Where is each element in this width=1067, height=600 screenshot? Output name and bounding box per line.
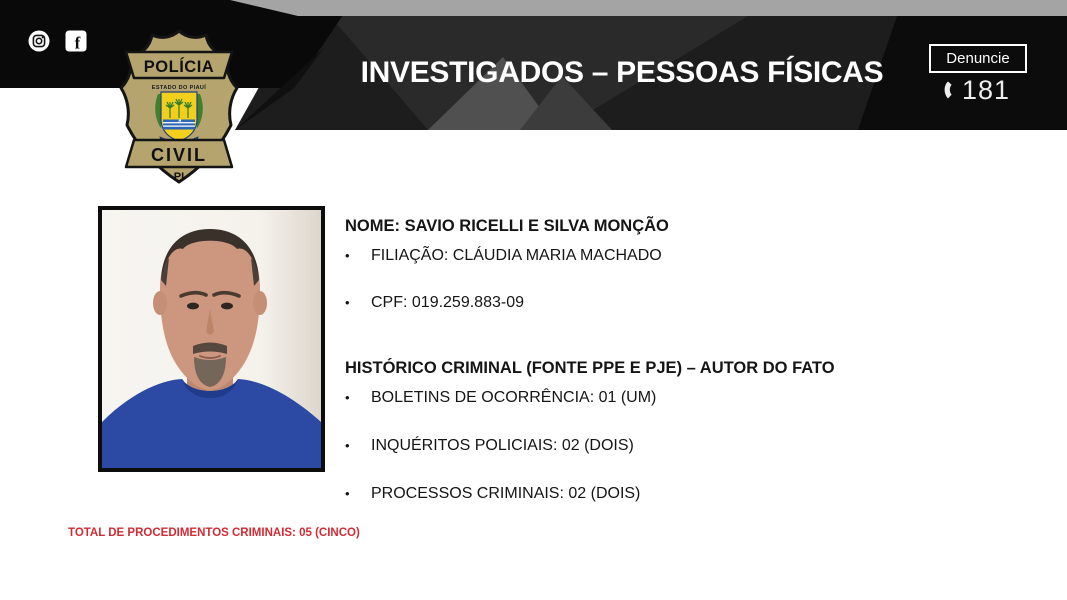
denuncie-label: Denuncie — [946, 50, 1010, 67]
bullet-marker: • — [345, 248, 350, 263]
filiacao-text: FILIAÇÃO: CLÁUDIA MARIA MACHADO — [371, 247, 662, 264]
bullet-marker: • — [345, 295, 350, 310]
cpf-line — [345, 294, 524, 312]
badge-top-banner: POLÍCIA — [143, 58, 215, 76]
social-icons — [28, 30, 92, 52]
bullet-marker: • — [345, 438, 350, 453]
cpf-text: CPF: 019.259.883-09 — [371, 294, 524, 311]
processos-line — [345, 485, 640, 503]
hotline-number: 181 — [962, 74, 1011, 105]
hotline — [941, 74, 1041, 106]
phone-icon — [941, 80, 959, 100]
boletins-text: BOLETINS DE OCORRÊNCIA: 01 (UM) — [371, 389, 657, 406]
name-line: NOME: SAVIO RICELLI E SILVA MONÇÃO — [345, 216, 669, 235]
denuncie-button[interactable] — [929, 44, 1027, 73]
inqueritos-line — [345, 437, 634, 455]
facebook-icon[interactable] — [65, 30, 87, 52]
total-procedures-line: TOTAL DE PROCEDIMENTOS CRIMINAIS: 05 (CINCO) — [68, 527, 360, 539]
filiacao-line — [345, 247, 662, 265]
facebook-glyph: f — [74, 33, 81, 52]
bullet-marker: • — [345, 390, 350, 405]
boletins-line — [345, 389, 656, 407]
bullet-marker: • — [345, 486, 350, 501]
police-badge — [116, 26, 242, 186]
badge-bottom-banner: CIVIL — [150, 145, 208, 165]
badge-state-abbr: PI — [173, 171, 185, 183]
page-title: INVESTIGADOS – PESSOAS FÍSICAS — [360, 56, 884, 89]
suspect-photo — [98, 206, 325, 472]
processos-text: PROCESSOS CRIMINAIS: 02 (DOIS) — [371, 485, 641, 502]
inqueritos-text: INQUÉRITOS POLICIAIS: 02 (DOIS) — [371, 437, 634, 454]
criminal-history-heading: HISTÓRICO CRIMINAL (FONTE PPE E PJE) – AUTOR DO FATO — [345, 358, 835, 377]
instagram-icon[interactable] — [28, 30, 50, 52]
badge-arc-text: ESTADO DO PIAUÍ — [151, 85, 207, 91]
